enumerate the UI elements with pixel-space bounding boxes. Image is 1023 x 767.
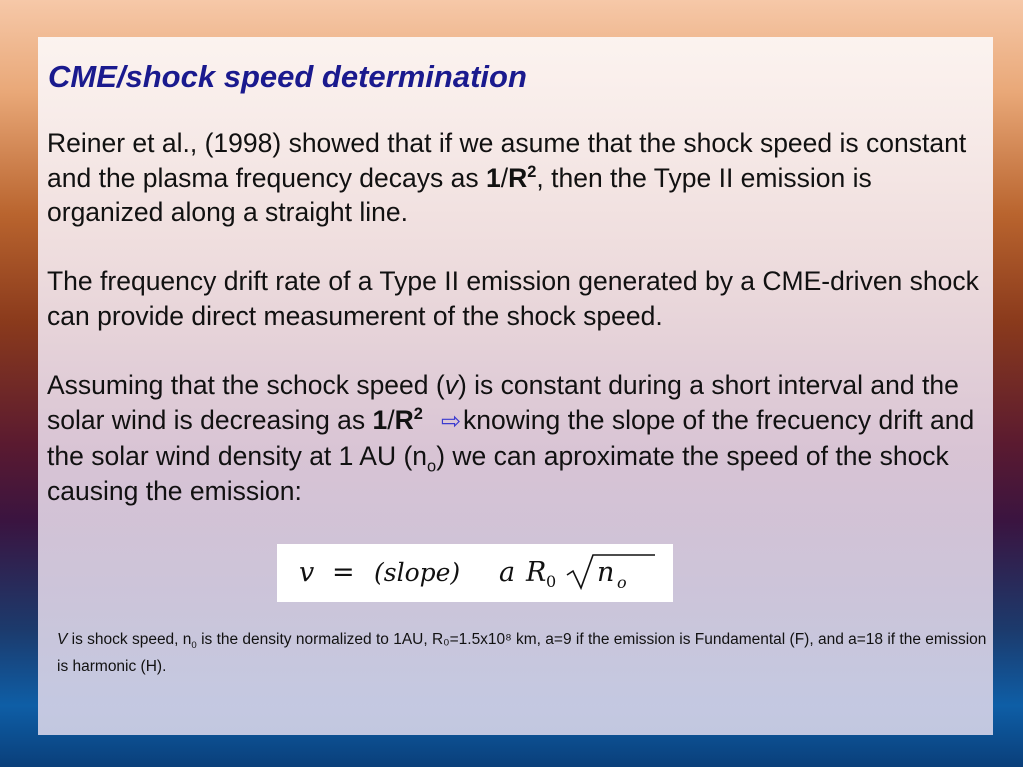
- para1-slash: /: [500, 162, 509, 193]
- footnote-v: V: [57, 631, 68, 648]
- para3-exponent: 2: [413, 404, 423, 423]
- formula-r: R: [526, 557, 547, 588]
- paragraph-assumption: [47, 368, 992, 508]
- paragraph-reiner: [47, 126, 992, 230]
- formula-r-subscript: 0: [546, 572, 557, 591]
- para3-part3: knowing the slope of the frecuency drift and the solar wind density at 1 AU (n: [47, 404, 975, 471]
- para3-slash: /: [387, 404, 395, 435]
- footnote-part2: is the density normalized to 1AU, R₀=1.5x10⁸ km, a=9 if the emission is Fundamental (F), and a=18 if the emission is harmonic (H).: [57, 631, 987, 675]
- formula-n-subscript: o: [617, 573, 627, 592]
- para3-part4: ) we can aproximate the speed of the shock causing the emission:: [47, 441, 949, 506]
- para1-text-after: , then the Type II emission is organized along a straight line.: [47, 162, 872, 227]
- formula-equals: =: [332, 557, 355, 588]
- para1-one: 1: [485, 162, 501, 193]
- para1-r: R: [508, 162, 528, 193]
- para3-part1: Assuming that the schock speed (: [47, 370, 445, 400]
- formula-image: [277, 544, 673, 602]
- formula-a: a: [499, 557, 516, 588]
- para3-r: R: [394, 404, 414, 435]
- footnote-subscript: 0: [191, 640, 197, 652]
- para1-exponent: 2: [527, 162, 537, 181]
- para3-v: v: [444, 370, 458, 400]
- right-arrow-icon: ⇨: [440, 407, 462, 435]
- formula-v: v: [299, 557, 315, 588]
- formula-slope: (slope): [374, 558, 461, 587]
- para1-text-before: Reiner et al., (1998) showed that if we asume that the shock speed is constant and the plasma frequency decays as: [47, 128, 967, 193]
- formula-n: n: [597, 557, 615, 588]
- para3-one: 1: [372, 404, 388, 435]
- footnote: [57, 626, 987, 680]
- footnote-part1: is shock speed, n: [67, 631, 192, 648]
- slide-title: CME/shock speed determination: [48, 59, 527, 94]
- para3-part2: ) is constant during a short interval and the solar wind is decreasing as: [47, 370, 959, 435]
- para3-subscript: o: [427, 457, 437, 476]
- paragraph-drift-rate: The frequency drift rate of a Type II emission generated by a CME-driven shock can provide direct measumerent of the shock speed.: [47, 266, 979, 331]
